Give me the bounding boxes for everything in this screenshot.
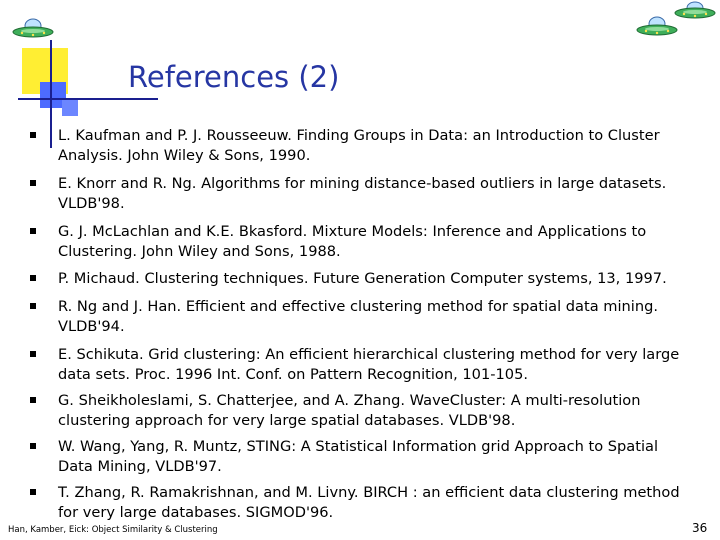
square-bullet-icon bbox=[30, 228, 36, 234]
reference-text: P. Michaud. Clustering techniques. Future Generation Computer systems, 13, 1997. bbox=[58, 270, 667, 287]
ufo-icon bbox=[673, 0, 717, 22]
list-item bbox=[30, 483, 680, 523]
reference-text: T. Zhang, R. Ramakrishnan, and M. Livny. BIRCH : an efficient data clustering method for very large databases. SIGMOD'96. bbox=[58, 484, 680, 521]
reference-text: G. Sheikholeslami, S. Chatterjee, and A. Zhang. WaveCluster: A multi-resolution clustering approach for very large spatial databases. VLDB'98. bbox=[58, 392, 641, 429]
page-number: 36 bbox=[692, 521, 708, 535]
square-bullet-icon bbox=[30, 303, 36, 309]
ufo-icon bbox=[12, 16, 54, 42]
square-bullet-icon bbox=[30, 489, 36, 495]
square-bullet-icon bbox=[30, 180, 36, 186]
decor-horizontal-rule bbox=[18, 98, 158, 100]
slide-footer: Han, Kamber, Eick: Object Similarity & Clustering bbox=[8, 525, 218, 535]
list-item bbox=[30, 174, 680, 214]
reference-list bbox=[30, 126, 680, 523]
reference-text: L. Kaufman and P. J. Rousseeuw. Finding Groups in Data: an Introduction to Cluster Analysis. John Wiley & Sons, 1990. bbox=[58, 127, 660, 164]
square-bullet-icon bbox=[30, 443, 36, 449]
ufo-icon bbox=[636, 14, 678, 40]
list-item bbox=[30, 437, 680, 477]
reference-text: E. Knorr and R. Ng. Algorithms for mining distance-based outliers in large datasets. VLDB'98. bbox=[58, 175, 667, 212]
reference-text: E. Schikuta. Grid clustering: An efficient hierarchical clustering method for very large data sets. Proc. 1996 Int. Conf. on Pattern Recognition, 101-105. bbox=[58, 346, 680, 383]
slide-title: References (2) bbox=[128, 60, 340, 94]
list-item bbox=[30, 391, 680, 431]
square-bullet-icon bbox=[30, 275, 36, 281]
list-item bbox=[30, 269, 680, 289]
square-bullet-icon bbox=[30, 132, 36, 138]
reference-text: W. Wang, Yang, R. Muntz, STING: A Statistical Information grid Approach to Spatial Data Mining, VLDB'97. bbox=[58, 438, 659, 475]
reference-text: G. J. McLachlan and K.E. Bkasford. Mixture Models: Inference and Applications to Clustering. John Wiley and Sons, 1988. bbox=[58, 223, 647, 260]
square-bullet-icon bbox=[30, 397, 36, 403]
list-item bbox=[30, 297, 680, 337]
decor-blue-square-small bbox=[62, 100, 78, 116]
list-item bbox=[30, 345, 680, 385]
list-item bbox=[30, 126, 680, 166]
list-item bbox=[30, 222, 680, 262]
square-bullet-icon bbox=[30, 351, 36, 357]
reference-text: R. Ng and J. Han. Efficient and effective clustering method for spatial data mining. VLDB'94. bbox=[58, 298, 658, 335]
